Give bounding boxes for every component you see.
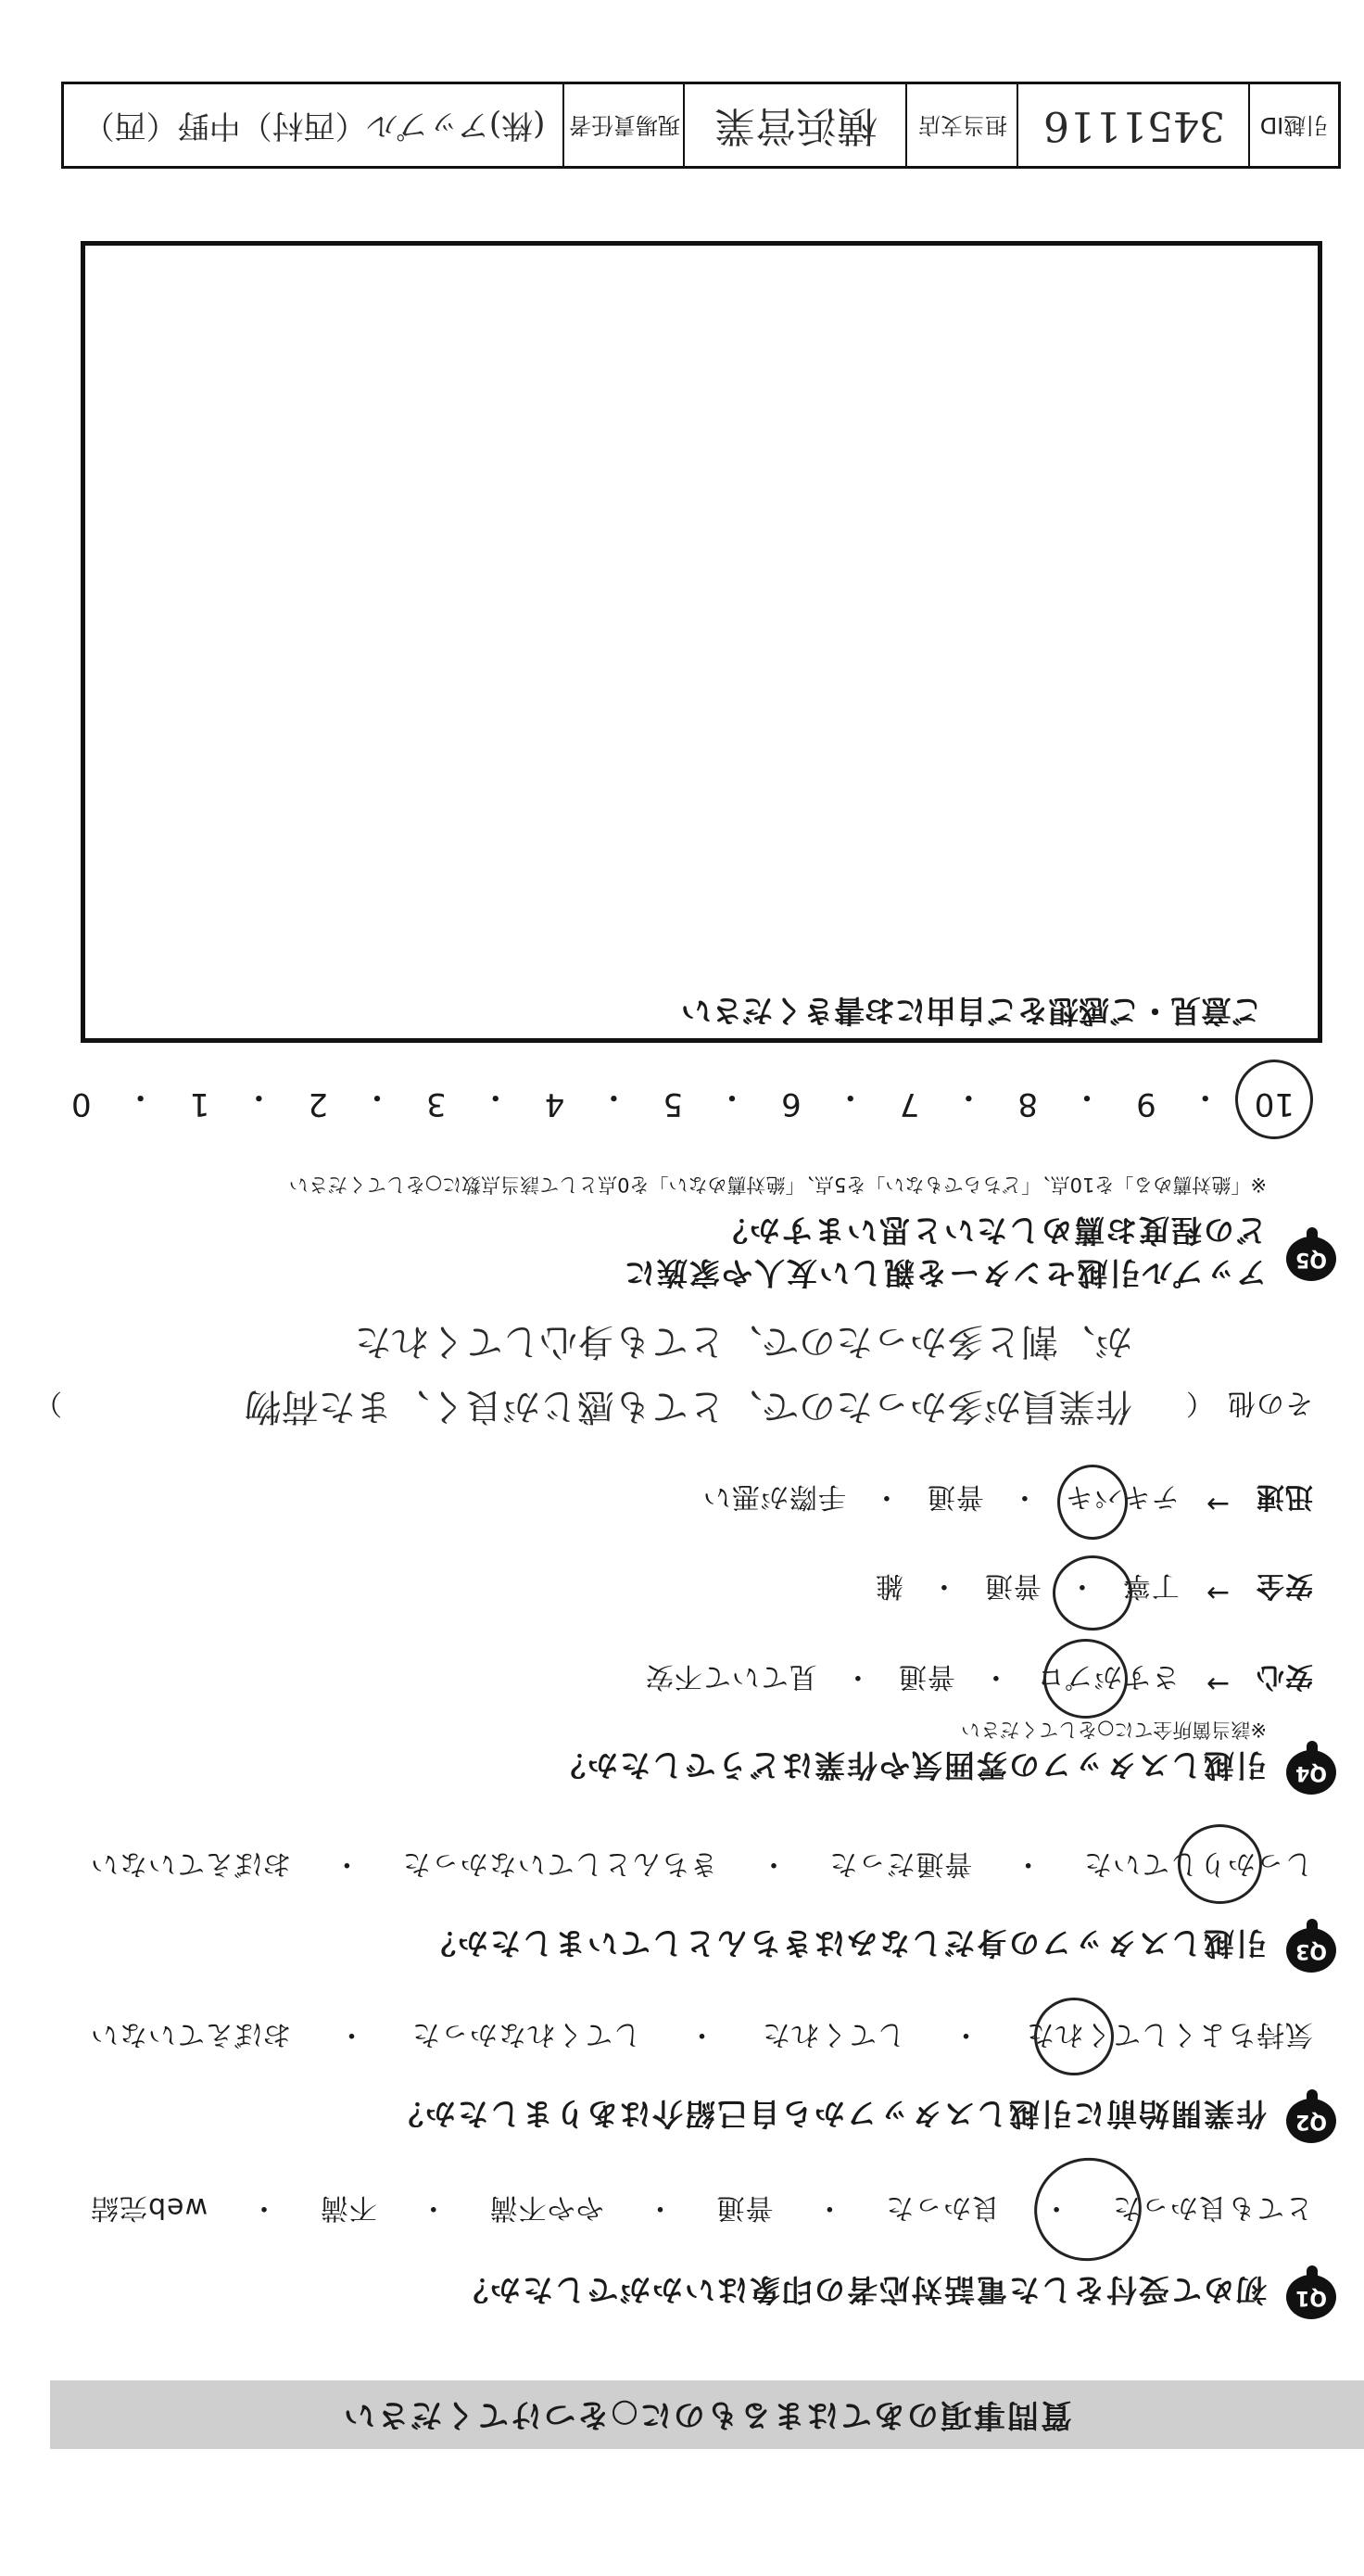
- q5-scale: 10 ・ 9 ・ 8 ・ 7 ・ 6 ・ 5 ・ 4 ・ 3 ・ 2 ・ 1 ・ 0: [71, 1078, 1295, 1123]
- q4-other-label: その他: [1227, 1387, 1313, 1419]
- q4-row-anshin: 安心 → さすがプロ ・ 普通 ・ 見ていて不安: [644, 1660, 1313, 1700]
- q4-other: [1185, 1386, 1313, 1427]
- arrow-icon: →: [1205, 1577, 1230, 1609]
- manager-label: 現場責任者: [562, 84, 685, 166]
- q4-option[interactable]: 普通: [897, 1660, 955, 1693]
- q2-option[interactable]: 気持ちよくしてくれた: [1026, 2018, 1313, 2050]
- q1-options: とても良かった ・ 良かった ・ 普通 ・ やや不満 ・ 不満 ・ web完結: [90, 2190, 1313, 2231]
- q4-option-circled[interactable]: さすがプロ: [1035, 1660, 1180, 1693]
- q4-anshin-circle: [1043, 1639, 1128, 1719]
- instruction-text: 質問事項のあてはまるものに○をつけてください: [342, 2396, 1072, 2433]
- score-6[interactable]: 6: [781, 1085, 802, 1123]
- q2-question: 作業開始前に引越しスタッフから自己紹介はありましたか？: [391, 2096, 1267, 2132]
- score-0[interactable]: 0: [71, 1085, 92, 1123]
- q4-other-paren-open: （: [1185, 1387, 1214, 1419]
- staff-table: [61, 82, 1341, 169]
- q1-option-circled[interactable]: 良かった: [885, 2191, 1001, 2224]
- score-4[interactable]: 4: [544, 1085, 565, 1123]
- q4-option-circled[interactable]: 丁寧: [1121, 1569, 1180, 1602]
- q4-option[interactable]: 雑: [874, 1569, 903, 1602]
- q5-note: ※「絶対薦める」を10点、「どちらでもない」を5点、「絶対薦めない」を0点として該当点数に○をしてください: [288, 1174, 1267, 1196]
- q4-note: ※該当箇所全てに○をしてください: [961, 1719, 1267, 1741]
- q2-badge: Q2: [1286, 2099, 1336, 2143]
- score-2[interactable]: 2: [308, 1085, 328, 1123]
- q4-other-handwriting-line1: 作業員が多かったので、とても感じが良く、また荷物: [244, 1385, 1132, 1428]
- comment-box[interactable]: [81, 241, 1322, 1043]
- branch-value: 横浜営業: [683, 84, 907, 166]
- q3-option[interactable]: 普通だった: [828, 1847, 973, 1880]
- q1-badge: Q1: [1286, 2275, 1336, 2319]
- q4-row-label: 迅速: [1256, 1480, 1313, 1513]
- q4-other-paren-close: ）: [33, 1387, 62, 1419]
- manager-value: (株)アップル（西村）中野（西）: [82, 107, 546, 144]
- q1-option[interactable]: 不満: [319, 2191, 377, 2224]
- comment-box-title: ご意見・ご感想をご自由にお書きください: [681, 993, 1262, 1029]
- arrow-icon: →: [1205, 1488, 1230, 1520]
- score-10[interactable]: 10: [1254, 1085, 1295, 1123]
- q1-option[interactable]: やや不満: [488, 2191, 604, 2224]
- score-1[interactable]: 1: [189, 1085, 210, 1123]
- q3-answer-circle: [1178, 1824, 1262, 1904]
- q1-question: 初めて受付をした電話対応者の印象はいかがでしたか？: [456, 2272, 1267, 2308]
- q4-row-label: 安心: [1256, 1660, 1313, 1693]
- score-3[interactable]: 3: [426, 1085, 447, 1123]
- q4-question: 引越しスタッフの雰囲気や作業はどうでしたか？: [553, 1747, 1267, 1783]
- q3-option[interactable]: きちんとしていなかった: [401, 1847, 718, 1880]
- q5-question-line2: どの程度お薦めしたいと思いますか？: [715, 1212, 1267, 1249]
- q4-anzen-circle: [1053, 1555, 1132, 1631]
- q1-option[interactable]: とても良かった: [1112, 2191, 1313, 2224]
- q2-option[interactable]: してくれなかった: [411, 2018, 641, 2050]
- q4-option[interactable]: 手際が悪い: [701, 1480, 846, 1513]
- q1-option[interactable]: web完結: [90, 2191, 208, 2224]
- score-5[interactable]: 5: [663, 1085, 684, 1123]
- q4-option[interactable]: 普通: [983, 1569, 1042, 1602]
- q4-row-jinsoku: 迅速 → テキパキ ・ 普通 ・ 手際が悪い: [701, 1480, 1313, 1520]
- q3-option[interactable]: おぼえていない: [90, 1847, 292, 1880]
- q5-answer-circle: [1235, 1060, 1313, 1139]
- q4-other-handwriting-line2: が、割と多かったので、とても身心してくれた: [354, 1320, 1132, 1363]
- q3-question: 引越しスタッフの身だしなみはきちんとしていましたか？: [423, 1925, 1267, 1961]
- q4-option-circled[interactable]: テキパキ: [1064, 1480, 1180, 1513]
- id-label: 引越ID: [1248, 84, 1338, 166]
- q3-badge: Q3: [1286, 1928, 1336, 1973]
- q4-option[interactable]: 普通: [926, 1480, 984, 1513]
- q4-jinsoku-circle: [1057, 1465, 1128, 1540]
- score-9[interactable]: 9: [1136, 1085, 1156, 1123]
- branch-label: 担当支店: [905, 84, 1018, 166]
- q2-option[interactable]: おぼえていない: [90, 2018, 291, 2050]
- q2-options: 気持ちよくしてくれた ・ してくれた ・ してくれなかった ・ おぼえていない: [90, 2017, 1313, 2058]
- q4-option[interactable]: 見ていて不安: [644, 1660, 817, 1693]
- q1-option[interactable]: 普通: [715, 2191, 774, 2224]
- id-value: 3451116: [1017, 84, 1250, 166]
- q3-option-circled[interactable]: しっかりしていた: [1083, 1847, 1313, 1880]
- score-8[interactable]: 8: [1017, 1085, 1039, 1123]
- score-7[interactable]: 7: [899, 1085, 920, 1123]
- q3-options: しっかりしていた ・ 普通だった ・ きちんとしていなかった ・ おぼえていない: [90, 1846, 1313, 1887]
- q5-badge: Q5: [1286, 1237, 1336, 1281]
- q2-answer-circle: [1034, 1998, 1114, 2075]
- q1-answer-circle: [1023, 2146, 1154, 2273]
- q4-badge: Q4: [1286, 1750, 1336, 1795]
- q4-row-label: 安全: [1256, 1569, 1313, 1602]
- comment-box-title-row: [85, 983, 1318, 1038]
- q4-row-anzen: 安全 → 丁寧 ・ 普通 ・ 雑: [874, 1569, 1313, 1609]
- arrow-icon: →: [1205, 1668, 1230, 1700]
- q5-question-line1: アップル引越センターを親しい友人や家族に: [622, 1255, 1267, 1291]
- instruction-band: [50, 2380, 1364, 2449]
- q2-option-circled[interactable]: してくれた: [762, 2018, 905, 2050]
